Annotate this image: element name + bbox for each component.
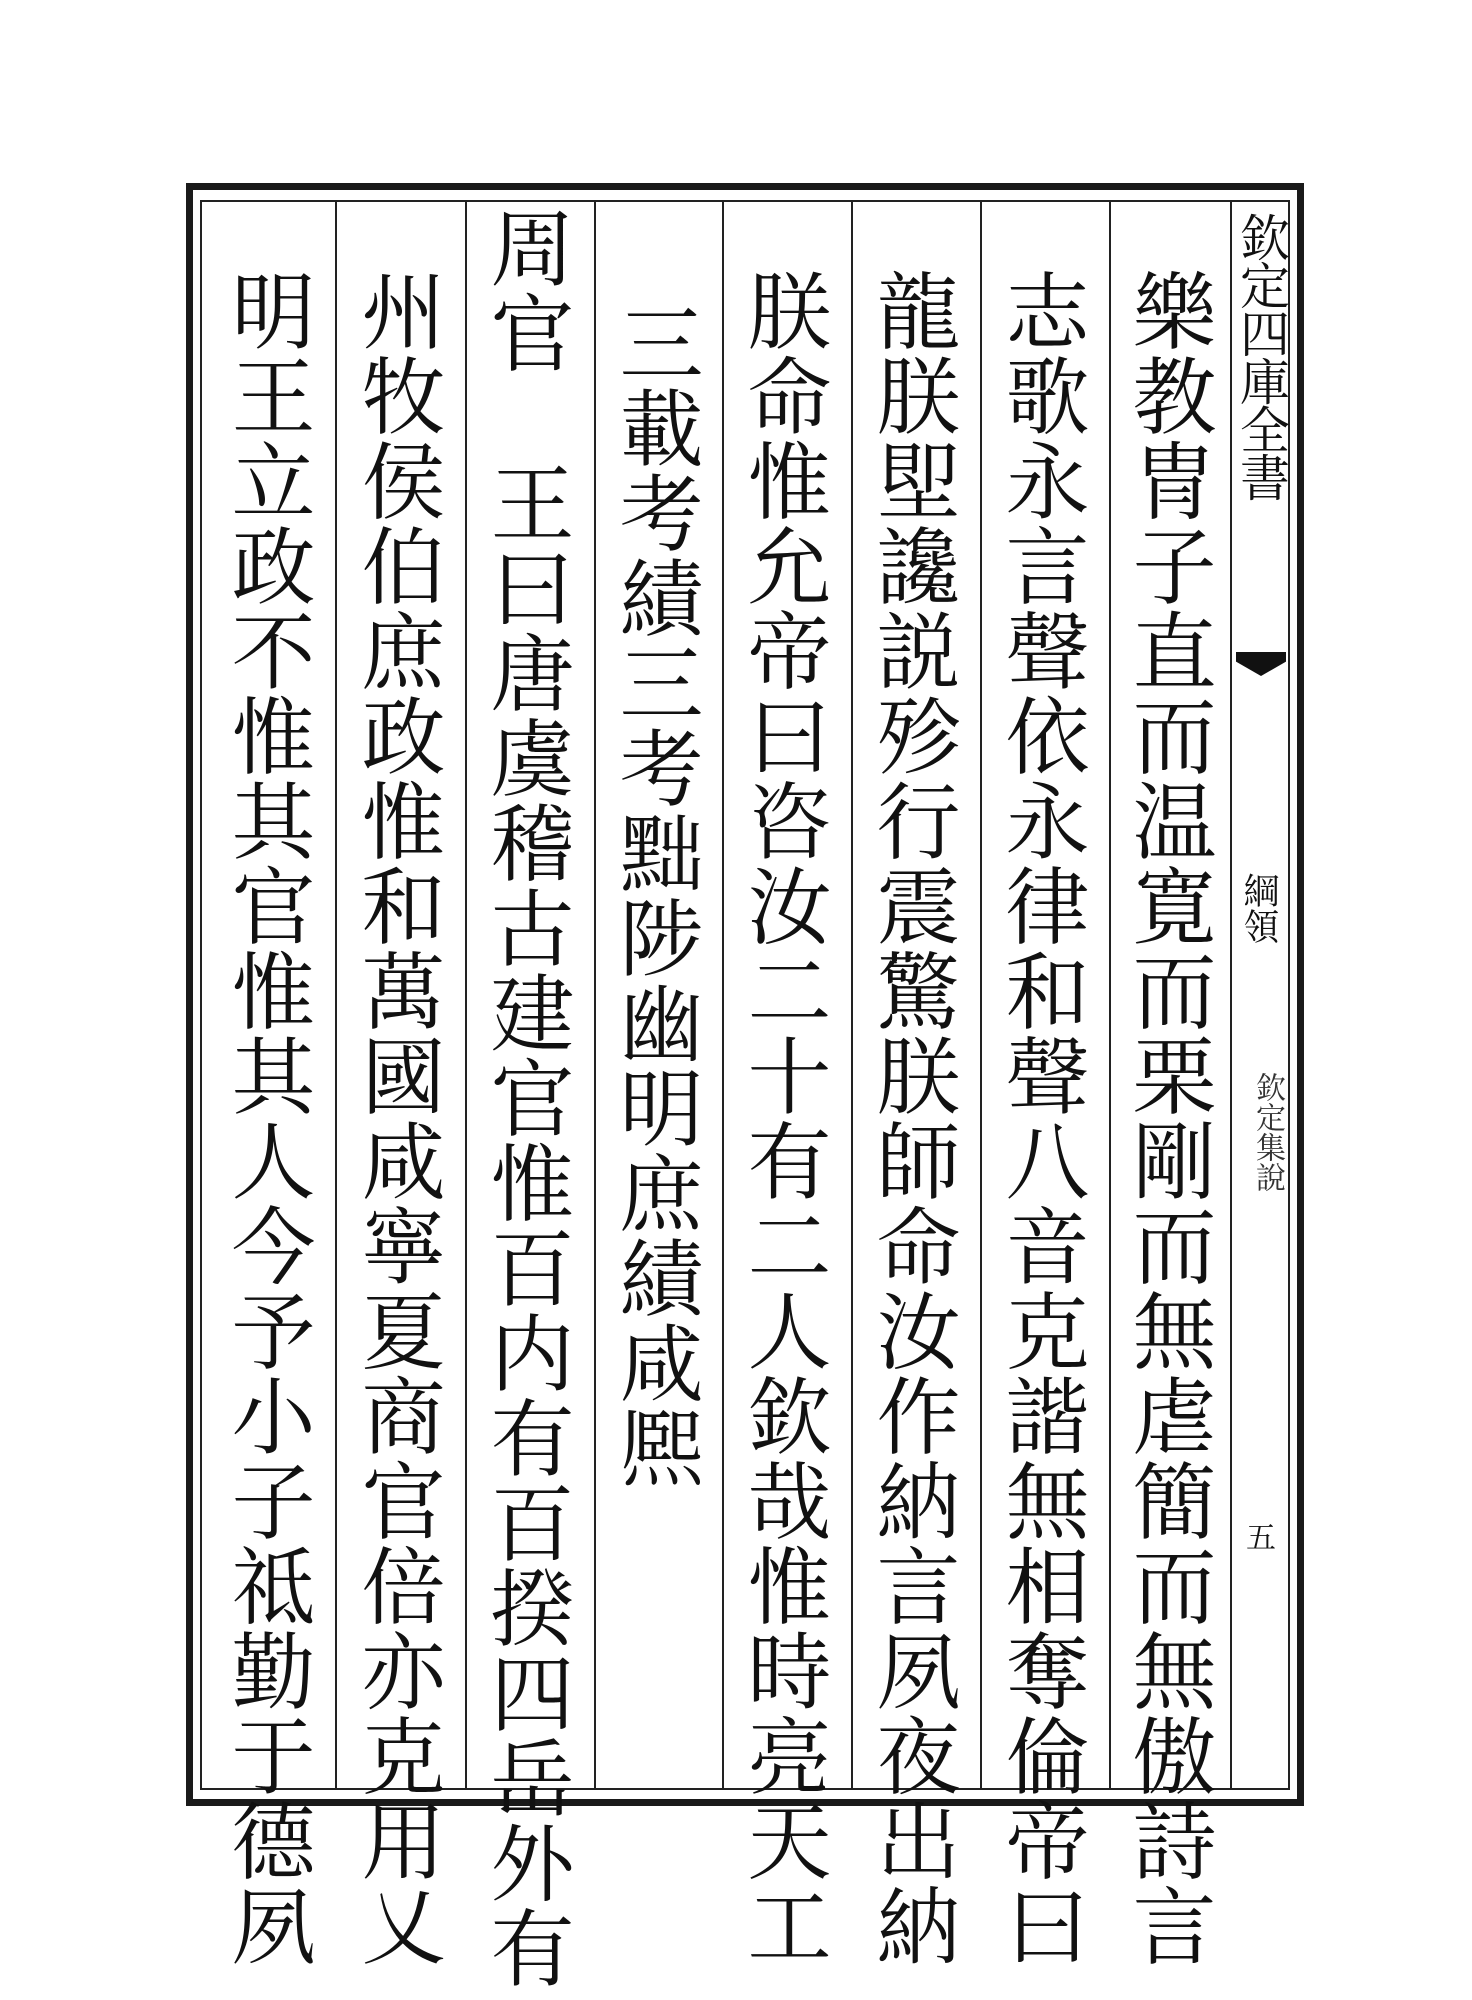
column-rule — [335, 200, 337, 1790]
text-column-8: 明王立政不惟其官惟其人今予小子祗勤于德夙 — [218, 268, 316, 1968]
column-rule — [465, 200, 467, 1790]
text-column-2: 志歌永言聲依永律和聲八音克諧無相奪倫帝曰 — [992, 268, 1090, 1968]
volume-title: 欽定集說 — [1250, 1072, 1285, 1192]
column-rule — [1109, 200, 1111, 1790]
section-title: 綱領 — [1238, 872, 1279, 944]
text-column-3: 龍朕堲讒説殄行震驚朕師命汝作納言夙夜出納 — [863, 268, 961, 1968]
column-rule — [594, 200, 596, 1790]
text-column-1: 樂教冑子直而温寛而栗剛而無虐簡而無傲詩言 — [1119, 268, 1217, 1968]
column-rule — [980, 200, 982, 1790]
text-column-4: 朕命惟允帝曰咨汝二十有二人欽哉惟時亮天工 — [734, 268, 832, 1968]
book-title: 欽定四庫全書 — [1232, 212, 1290, 500]
column-rule — [851, 200, 853, 1790]
text-column-5: 三載考績三考黜陟幽明庶績咸熈 — [606, 300, 704, 1490]
column-rule — [722, 200, 724, 1790]
text-column-7: 州牧侯伯庶政惟和萬國咸寧夏商官倍亦克用乂 — [348, 268, 446, 1968]
fishtail-mark-icon — [1236, 652, 1286, 676]
page-number: 五 — [1246, 1521, 1276, 1556]
page-margin-column — [1232, 212, 1290, 1782]
text-column-6: 周官 王曰唐虞稽古建官惟百内有百揆四岳外有 — [477, 205, 575, 1990]
